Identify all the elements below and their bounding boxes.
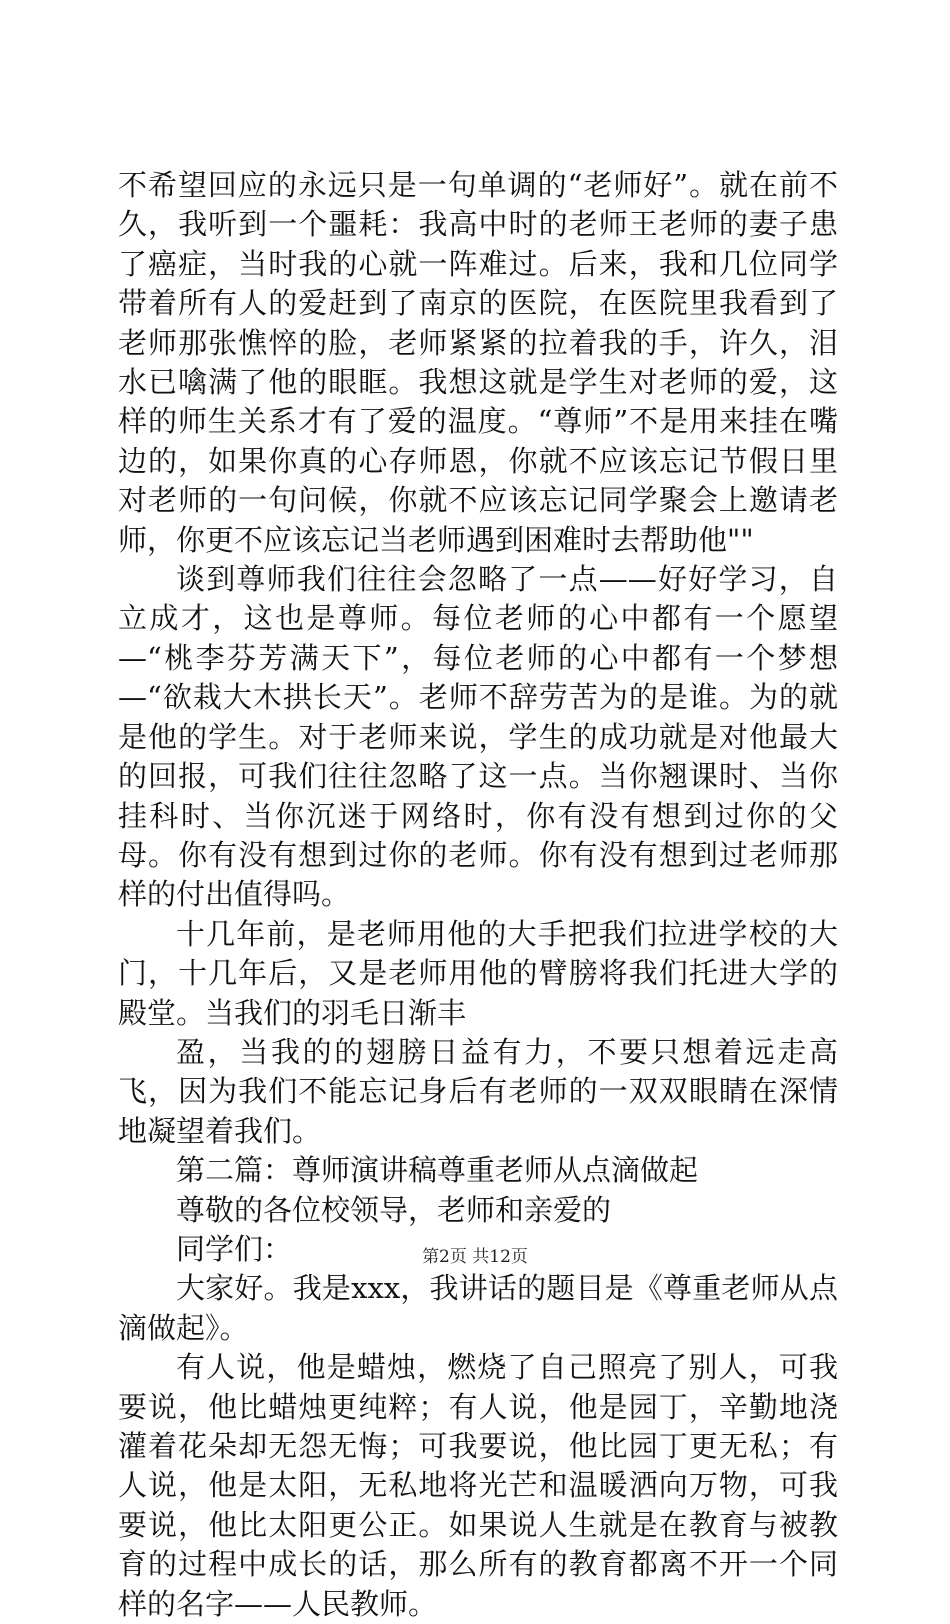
paragraph-1: 不希望回应的永远只是一句单调的“老师好”。就在前不久，我听到一个噩耗：我高中时的老师王老师的妻子患了癌症，当时我的心就一阵难过。后来，我和几位同学带着所有人的爱赶到了南京的医院，在医院里我看到了老师那张憔悴的脸，老师紧紧的拉着我的手，许久，泪水已噙满了他的眼眶。我想这就是学生对老师的爱，这样的师生关系才有了爱的温度。“尊师”不是用来挂在嘴边的，如果你真的心存师恩，你就不应该忘记节假日里对老师的一句问候，你就不应该忘记同学聚会上邀请老师，你更不应该忘记当老师遇到困难时去帮助他"" (118, 168, 838, 557)
paragraph-greeting: 大家好。我是xxx，我讲话的题目是《尊重老师从点滴做起》。 (118, 1271, 838, 1345)
paragraph-2: 谈到尊师我们往往会忽略了一点——好好学习，自立成才，这也是尊师。每位老师的心中都有一个愿望—“桃李芬芳满天下”，每位老师的心中都有一个梦想—“欲栽大木拱长天”。老师不辞劳苦为的是谁。为的就是他的学生。对于老师来说，学生的成功就是对他最大的回报，可我们往往忽略了这一点。当你翘课时、当你挂科时、当你沉迷于网络时，你有没有想到过你的父母。你有没有想到过你的老师。你有没有想到过老师那样的付出值得吗。 (118, 562, 838, 912)
salutation-line-1: 尊敬的各位校领导，老师和亲爱的 (176, 1192, 612, 1227)
paragraph-3: 十几年前，是老师用他的大手把我们拉进学校的大门，十几年后，又是老师用他的臂膀将我们托进大学的殿堂。当我们的羽毛日渐丰 (118, 916, 838, 1030)
paragraph-4: 盈，当我的的翅膀日益有力，不要只想着远走高飞，因为我们不能忘记身后有老师的一双双眼睛在深情地凝望着我们。 (118, 1034, 838, 1148)
page-footer: 第2页 共12页 (422, 1247, 528, 1267)
section-heading: 第二篇：尊师演讲稿尊重老师从点滴做起 (176, 1153, 699, 1188)
document-body (118, 166, 838, 1624)
salutation-line-2: 同学们： (176, 1231, 293, 1266)
paragraph-final: 有人说，他是蜡烛，燃烧了自己照亮了别人，可我要说，他比蜡烛更纯粹；有人说，他是园丁，辛勤地浇灌着花朵却无怨无悔；可我要说，他比园丁更无私；有人说，他是太阳，无私地将光芒和温暖洒向万物，可我要说，他比太阳更公正。如果说人生就是在教育与被教育的过程中成长的话，那么所有的教育都离不开一个同样的名字——人民教师。 (118, 1350, 838, 1621)
